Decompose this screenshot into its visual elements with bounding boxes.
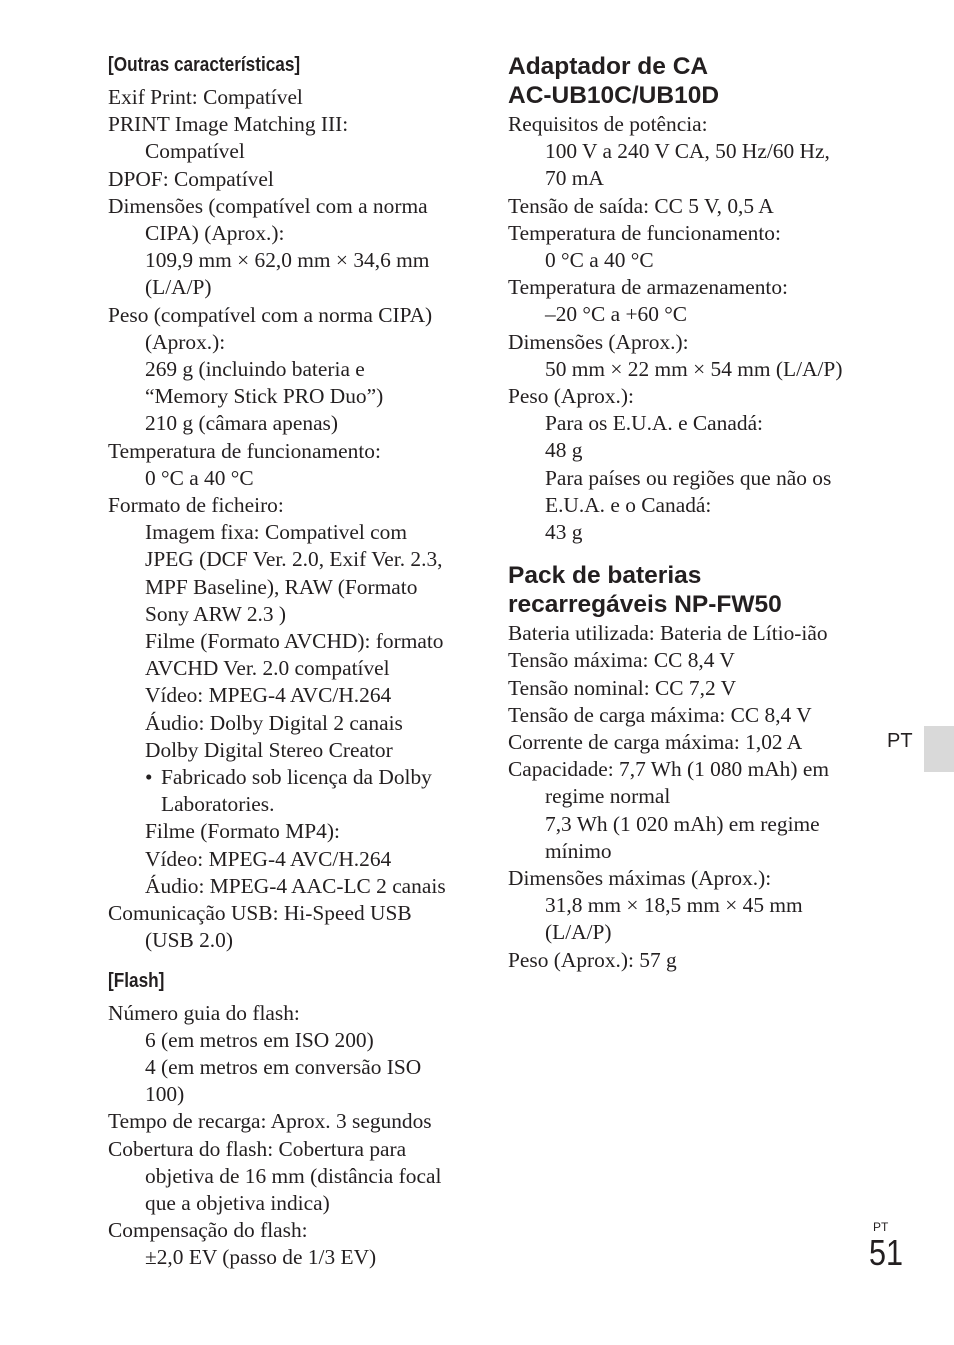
spec-line: (L/A/P)	[545, 920, 612, 945]
spec-line	[108, 764, 478, 791]
spec-line: Filme (Formato MP4):	[145, 819, 340, 844]
spec-line: 210 g (câmara apenas)	[145, 411, 339, 436]
spec-line: 70 mA	[545, 166, 604, 191]
spec-line: 100 V a 240 V CA, 50 Hz/60 Hz,	[545, 139, 830, 164]
spec-line: 100)	[145, 1082, 185, 1107]
spec-line: Laboratories.	[161, 792, 275, 817]
right-column	[508, 52, 868, 974]
heading-line: recarregáveis NP-FW50	[508, 591, 782, 619]
spec-line: Peso (compatível com a norma CIPA)	[108, 302, 433, 327]
spec-line: Dimensões (Aprox.):	[508, 329, 689, 354]
spec-line: Temperatura de funcionamento:	[108, 438, 381, 463]
spec-line: 6 (em metros em ISO 200)	[145, 1027, 374, 1052]
spec-line: Cobertura do flash: Cobertura para	[108, 1136, 407, 1161]
spec-list-flash	[108, 1000, 478, 1272]
spec-line: regime normal	[545, 784, 671, 809]
spec-line: E.U.A. e o Canadá:	[545, 492, 712, 517]
spec-list-adaptador	[508, 111, 868, 546]
spec-line: MPF Baseline), RAW (Formato	[145, 574, 418, 599]
spec-line: Bateria utilizada: Bateria de Lítio-ião	[508, 621, 828, 646]
bullet-icon: •	[145, 765, 153, 790]
side-tab-label: PT	[887, 730, 913, 752]
spec-line: Formato de ficheiro:	[108, 493, 284, 518]
spec-line: 0 °C a 40 °C	[145, 465, 254, 490]
spec-line: Compensação do flash:	[108, 1218, 308, 1243]
footer-lang-code: PT	[873, 1220, 889, 1234]
spec-line: DPOF: Compatível	[108, 166, 274, 191]
spec-line: 269 g (incluindo bateria e	[145, 357, 365, 382]
spec-line: Comunicação USB: Hi-Speed USB	[108, 901, 412, 926]
spec-line-text: Fabricado sob licença da Dolby	[161, 765, 432, 790]
spec-line: Dolby Digital Stereo Creator	[145, 737, 393, 762]
spec-line: Tempo de recarga: Aprox. 3 segundos	[108, 1109, 432, 1134]
spec-line: 7,3 Wh (1 020 mAh) em regime	[545, 811, 820, 836]
spec-line: que a objetiva indica)	[145, 1190, 330, 1215]
spec-line: Temperatura de armazenamento:	[508, 275, 788, 300]
spec-line: 43 g	[545, 520, 583, 545]
left-column	[108, 52, 478, 1272]
spec-line: 109,9 mm × 62,0 mm × 34,6 mm	[145, 248, 430, 273]
spec-line: Requisitos de potência:	[508, 112, 708, 136]
heading-line: AC-UB10C/UB10D	[508, 82, 720, 109]
spec-line: Vídeo: MPEG-4 AVC/H.264	[145, 683, 392, 708]
spec-line: 31,8 mm × 18,5 mm × 45 mm	[545, 893, 803, 918]
spec-line: 4 (em metros em conversão ISO	[145, 1054, 422, 1079]
spec-line: AVCHD Ver. 2.0 compatível	[145, 656, 390, 681]
spec-line: Corrente de carga máxima: 1,02 A	[508, 730, 803, 755]
spec-line: Peso (Aprox.):	[508, 384, 634, 409]
section-heading-outras: [Outras características]	[108, 54, 301, 76]
heading-line: Pack de baterias	[508, 562, 702, 590]
spec-line: Áudio: MPEG-4 AAC-LC 2 canais	[145, 873, 446, 898]
spec-line: Tensão máxima: CC 8,4 V	[508, 648, 735, 673]
spec-line: Exif Print: Compatível	[108, 85, 303, 109]
spec-line: (USB 2.0)	[145, 928, 233, 953]
spec-line: 48 g	[545, 438, 583, 463]
spec-line: 50 mm × 22 mm × 54 mm (L/A/P)	[545, 356, 843, 381]
spec-list-bateria	[508, 620, 868, 974]
spec-line: Filme (Formato AVCHD): formato	[145, 629, 444, 654]
page-number: 51	[869, 1232, 904, 1273]
language-side-tab	[924, 726, 954, 772]
spec-line: –20 °C a +60 °C	[545, 302, 688, 327]
spec-line: Imagem fixa: Compativel com	[145, 520, 407, 545]
spec-line: ±2,0 EV (passo de 1/3 EV)	[145, 1245, 377, 1270]
section-heading-adaptador	[508, 52, 868, 110]
spec-line: 0 °C a 40 °C	[545, 248, 654, 273]
spec-line: Tensão de carga máxima: CC 8,4 V	[508, 702, 812, 727]
spec-line: Vídeo: MPEG-4 AVC/H.264	[145, 846, 392, 871]
spec-line: Áudio: Dolby Digital 2 canais	[145, 710, 403, 735]
spec-line: Temperatura de funcionamento:	[508, 220, 781, 245]
spec-line: Peso (Aprox.): 57 g	[508, 947, 677, 972]
spec-line: (Aprox.):	[145, 329, 226, 354]
spec-list-outras	[108, 84, 478, 955]
heading-line: Adaptador de CA	[508, 53, 709, 80]
spec-line: Número guia do flash:	[108, 1000, 300, 1025]
section-heading-flash: [Flash]	[108, 969, 165, 992]
spec-line: (L/A/P)	[145, 275, 212, 300]
spec-line: Para os E.U.A. e Canadá:	[545, 411, 764, 436]
spec-line: Sony ARW 2.3 )	[145, 601, 287, 626]
spec-line: PRINT Image Matching III:	[108, 112, 349, 137]
spec-line: JPEG (DCF Ver. 2.0, Exif Ver. 2.3,	[145, 547, 443, 572]
spec-line: mínimo	[545, 838, 612, 863]
spec-line: objetiva de 16 mm (distância focal	[145, 1163, 442, 1188]
spec-line: “Memory Stick PRO Duo”)	[145, 384, 384, 409]
spec-line: Dimensões (compatível com a norma	[108, 193, 428, 218]
section-heading-bateria	[508, 561, 868, 619]
spec-line: Compatível	[145, 139, 245, 164]
spec-line: Tensão nominal: CC 7,2 V	[508, 675, 737, 700]
spec-line: Capacidade: 7,7 Wh (1 080 mAh) em	[508, 757, 829, 782]
spec-line: Para países ou regiões que não os	[545, 465, 832, 490]
spec-line: CIPA) (Aprox.):	[145, 221, 285, 246]
spec-line: Tensão de saída: CC 5 V, 0,5 A	[508, 193, 774, 218]
spec-line: Dimensões máximas (Aprox.):	[508, 866, 772, 891]
